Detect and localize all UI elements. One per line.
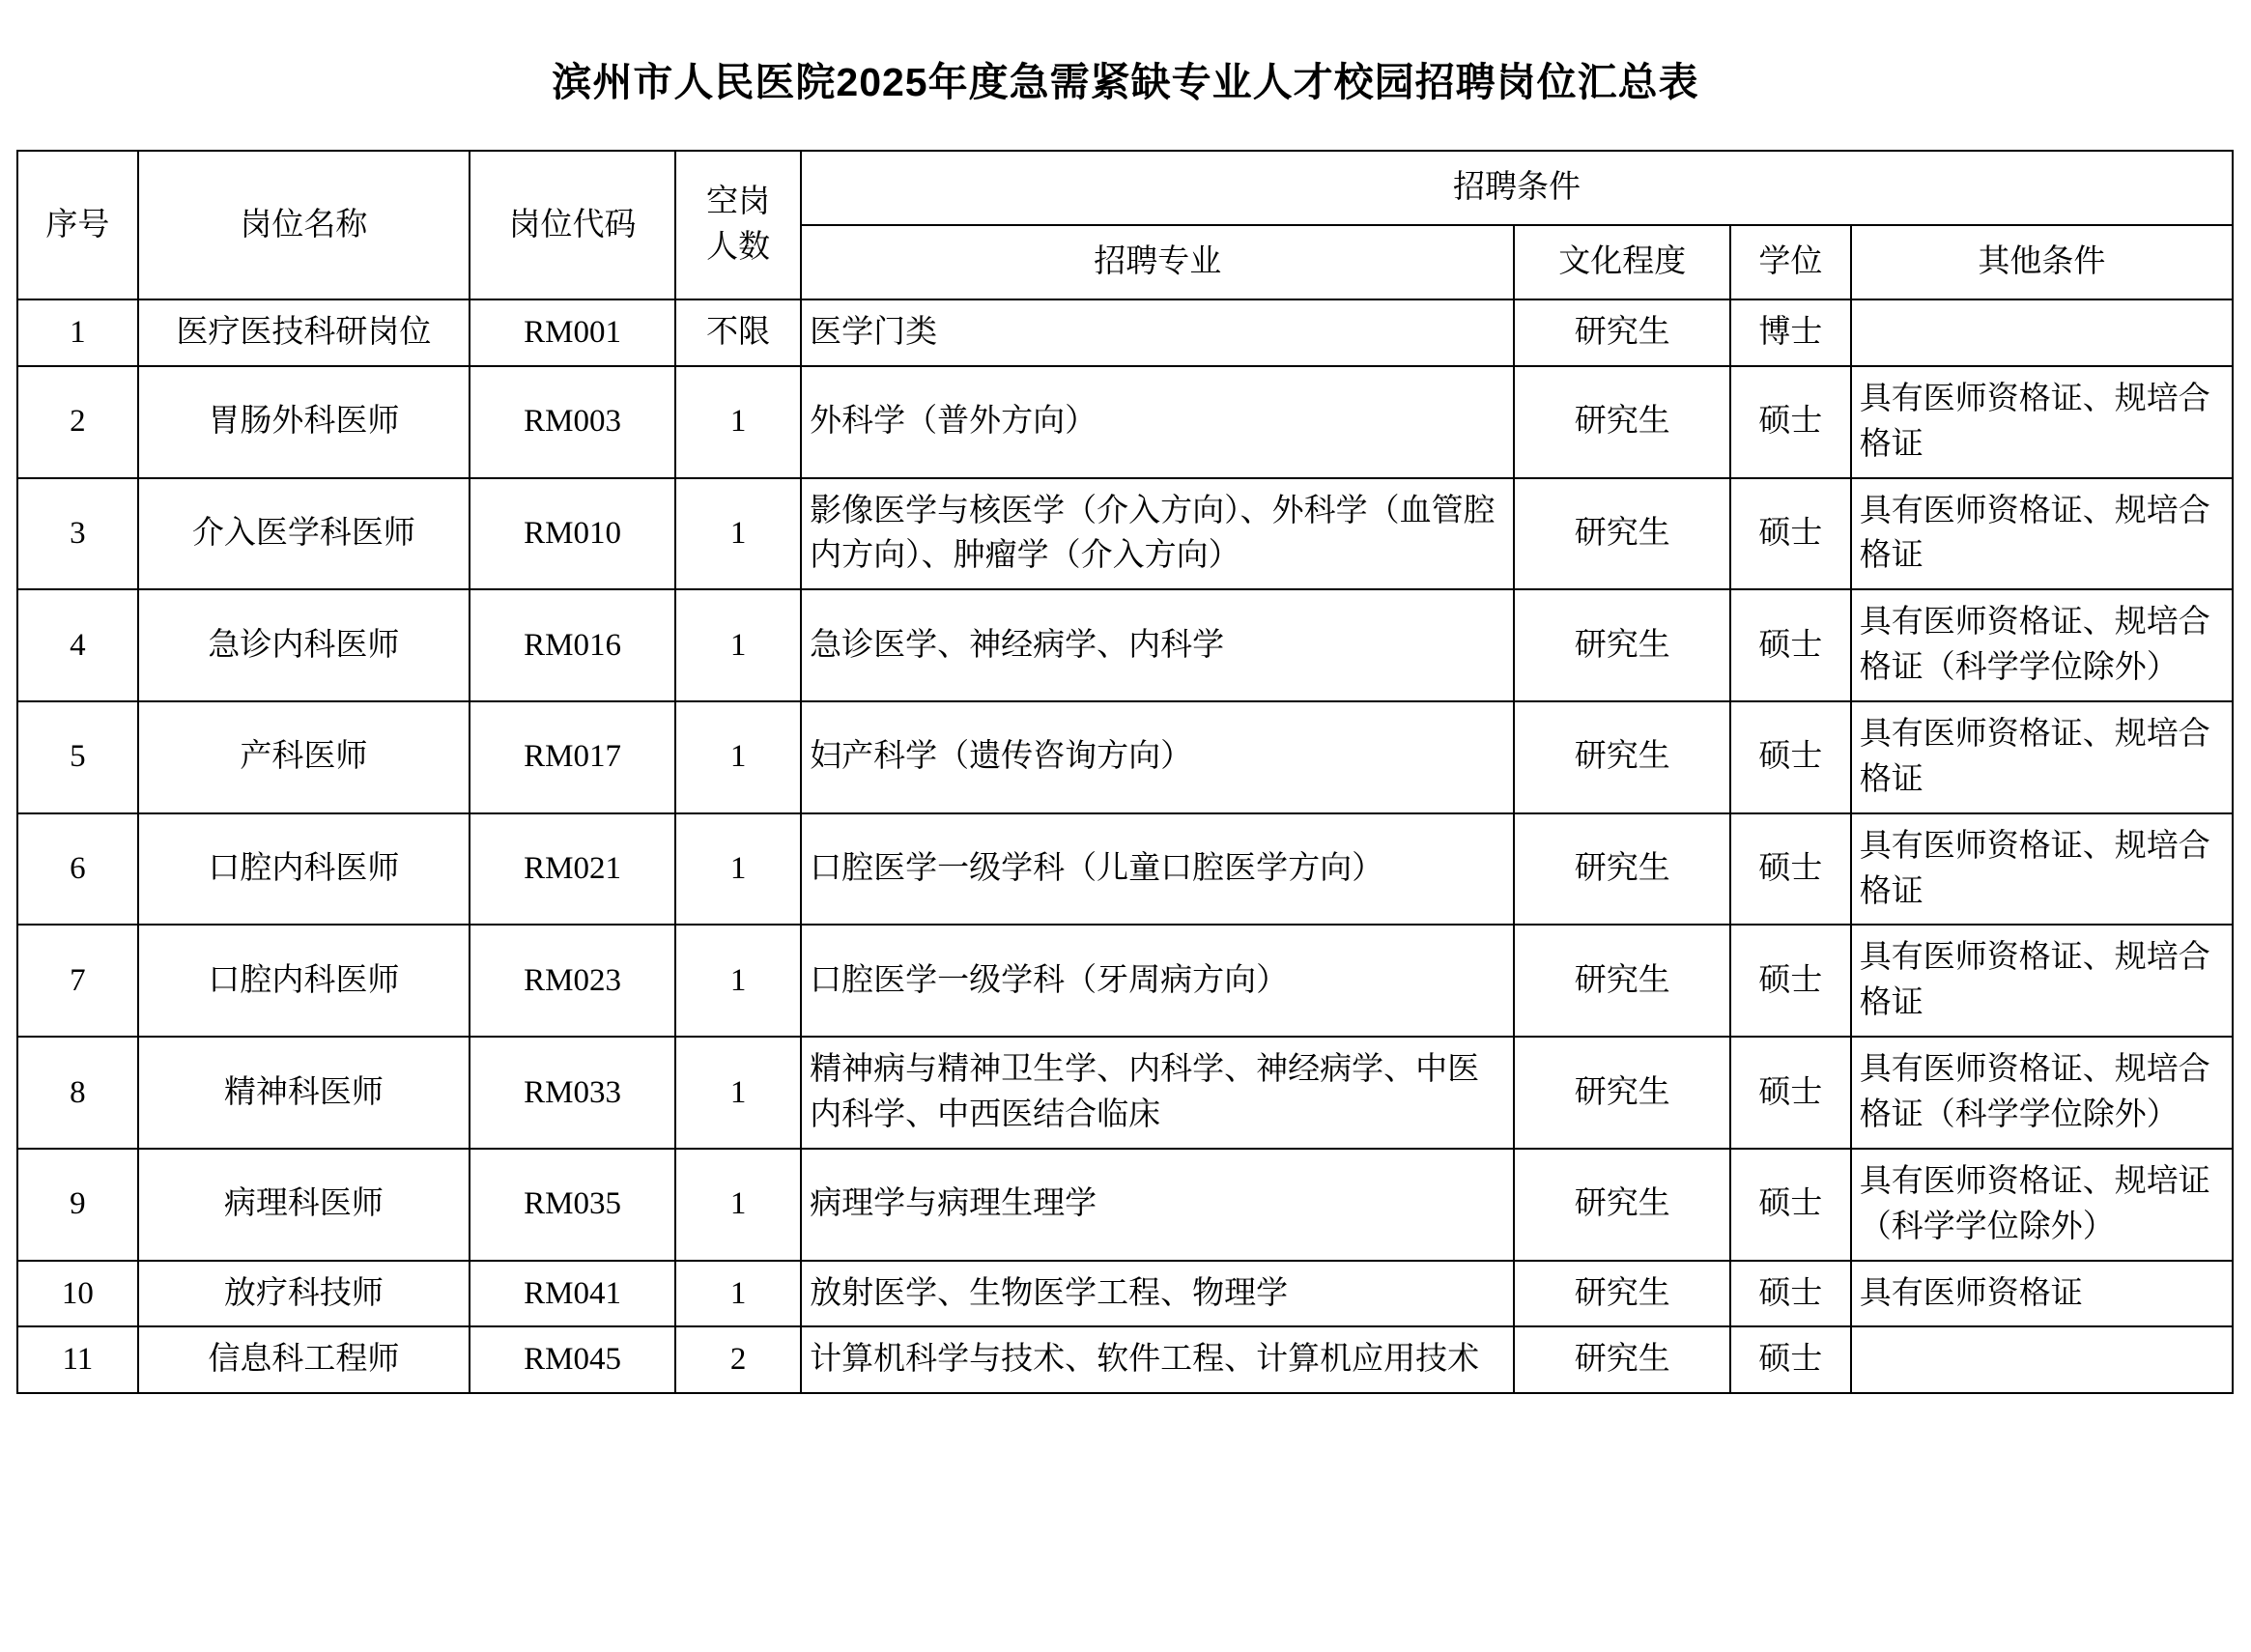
table-row (17, 366, 2233, 478)
table-header-row-1 (17, 151, 2233, 225)
table-body (17, 299, 2233, 1393)
cell-degree: 硕士 (1730, 701, 1851, 813)
cell-index: 7 (17, 925, 138, 1037)
cell-other: 具有医师资格证、规培合格证 (1851, 813, 2233, 926)
cell-vacancy: 1 (675, 589, 801, 701)
cell-degree: 硕士 (1730, 1261, 1851, 1327)
cell-index: 1 (17, 299, 138, 366)
cell-education: 研究生 (1514, 366, 1730, 478)
cell-other: 具有医师资格证、规培证（科学学位除外） (1851, 1149, 2233, 1261)
cell-post-name: 信息科工程师 (138, 1326, 470, 1393)
cell-degree: 博士 (1730, 299, 1851, 366)
cell-post-code: RM016 (470, 589, 675, 701)
cell-vacancy: 1 (675, 1037, 801, 1149)
cell-post-name: 口腔内科医师 (138, 925, 470, 1037)
cell-degree: 硕士 (1730, 1326, 1851, 1393)
cell-post-name: 急诊内科医师 (138, 589, 470, 701)
cell-post-code: RM021 (470, 813, 675, 926)
cell-other: 具有医师资格证、规培合格证（科学学位除外） (1851, 589, 2233, 701)
cell-post-name: 产科医师 (138, 701, 470, 813)
cell-education: 研究生 (1514, 925, 1730, 1037)
cell-index: 10 (17, 1261, 138, 1327)
cell-post-code: RM041 (470, 1261, 675, 1327)
cell-degree: 硕士 (1730, 1037, 1851, 1149)
table-header (17, 151, 2233, 299)
title-area (0, 0, 2251, 150)
cell-other: 具有医师资格证 (1851, 1261, 2233, 1327)
cell-education: 研究生 (1514, 299, 1730, 366)
cell-post-code: RM035 (470, 1149, 675, 1261)
table-row (17, 589, 2233, 701)
cell-degree: 硕士 (1730, 813, 1851, 926)
column-header-post-name: 岗位名称 (138, 151, 470, 299)
cell-other: 具有医师资格证、规培合格证 (1851, 366, 2233, 478)
table-row (17, 1037, 2233, 1149)
cell-education: 研究生 (1514, 813, 1730, 926)
table-row (17, 925, 2233, 1037)
cell-major: 外科学（普外方向） (801, 366, 1514, 478)
column-header-conditions: 招聘条件 (801, 151, 2233, 225)
cell-other: 具有医师资格证、规培合格证（科学学位除外） (1851, 1037, 2233, 1149)
cell-post-code: RM033 (470, 1037, 675, 1149)
cell-post-code: RM010 (470, 478, 675, 590)
cell-degree: 硕士 (1730, 589, 1851, 701)
cell-vacancy: 1 (675, 366, 801, 478)
column-header-vacancy (675, 151, 801, 299)
cell-post-code: RM023 (470, 925, 675, 1037)
cell-education: 研究生 (1514, 1149, 1730, 1261)
cell-major: 精神病与精神卫生学、内科学、神经病学、中医内科学、中西医结合临床 (801, 1037, 1514, 1149)
cell-index: 3 (17, 478, 138, 590)
cell-degree: 硕士 (1730, 1149, 1851, 1261)
cell-post-name: 放疗科技师 (138, 1261, 470, 1327)
cell-vacancy: 1 (675, 925, 801, 1037)
cell-post-code: RM017 (470, 701, 675, 813)
column-header-degree: 学位 (1730, 225, 1851, 299)
recruitment-table (16, 150, 2234, 1394)
cell-education: 研究生 (1514, 701, 1730, 813)
cell-index: 4 (17, 589, 138, 701)
cell-index: 6 (17, 813, 138, 926)
cell-other: 具有医师资格证、规培合格证 (1851, 701, 2233, 813)
cell-other: 具有医师资格证、规培合格证 (1851, 925, 2233, 1037)
cell-index: 8 (17, 1037, 138, 1149)
cell-education: 研究生 (1514, 1326, 1730, 1393)
cell-major: 病理学与病理生理学 (801, 1149, 1514, 1261)
table-row (17, 478, 2233, 590)
cell-degree: 硕士 (1730, 366, 1851, 478)
cell-index: 9 (17, 1149, 138, 1261)
cell-post-name: 病理科医师 (138, 1149, 470, 1261)
cell-major: 急诊医学、神经病学、内科学 (801, 589, 1514, 701)
cell-major: 口腔医学一级学科（牙周病方向） (801, 925, 1514, 1037)
cell-post-code: RM003 (470, 366, 675, 478)
cell-index: 11 (17, 1326, 138, 1393)
cell-major: 计算机科学与技术、软件工程、计算机应用技术 (801, 1326, 1514, 1393)
cell-major: 影像医学与核医学（介入方向）、外科学（血管腔内方向）、肿瘤学（介入方向） (801, 478, 1514, 590)
cell-vacancy: 1 (675, 478, 801, 590)
cell-education: 研究生 (1514, 1037, 1730, 1149)
cell-post-name: 胃肠外科医师 (138, 366, 470, 478)
table-row (17, 1149, 2233, 1261)
column-header-vacancy-line1: 空岗 (706, 185, 771, 220)
table-row (17, 813, 2233, 926)
table-row (17, 701, 2233, 813)
cell-other: 具有医师资格证、规培合格证 (1851, 478, 2233, 590)
cell-vacancy: 2 (675, 1326, 801, 1393)
column-header-education: 文化程度 (1514, 225, 1730, 299)
table-row (17, 299, 2233, 366)
cell-major: 口腔医学一级学科（儿童口腔医学方向） (801, 813, 1514, 926)
cell-education: 研究生 (1514, 589, 1730, 701)
cell-post-code: RM001 (470, 299, 675, 366)
cell-post-name: 精神科医师 (138, 1037, 470, 1149)
column-header-post-code: 岗位代码 (470, 151, 675, 299)
cell-vacancy: 1 (675, 1149, 801, 1261)
cell-major: 放射医学、生物医学工程、物理学 (801, 1261, 1514, 1327)
cell-other (1851, 1326, 2233, 1393)
cell-degree: 硕士 (1730, 478, 1851, 590)
cell-education: 研究生 (1514, 478, 1730, 590)
cell-post-name: 医疗医技科研岗位 (138, 299, 470, 366)
column-header-other: 其他条件 (1851, 225, 2233, 299)
cell-major: 妇产科学（遗传咨询方向） (801, 701, 1514, 813)
column-header-vacancy-line2: 人数 (706, 230, 771, 265)
cell-vacancy: 1 (675, 1261, 801, 1327)
table-row (17, 1261, 2233, 1327)
page-title: 滨州市人民医院2025年度急需紧缺专业人才校园招聘岗位汇总表 (552, 60, 1699, 104)
cell-education: 研究生 (1514, 1261, 1730, 1327)
cell-major: 医学门类 (801, 299, 1514, 366)
cell-other (1851, 299, 2233, 366)
cell-vacancy: 1 (675, 813, 801, 926)
cell-vacancy: 1 (675, 701, 801, 813)
cell-index: 5 (17, 701, 138, 813)
cell-post-code: RM045 (470, 1326, 675, 1393)
cell-degree: 硕士 (1730, 925, 1851, 1037)
cell-post-name: 介入医学科医师 (138, 478, 470, 590)
cell-post-name: 口腔内科医师 (138, 813, 470, 926)
cell-index: 2 (17, 366, 138, 478)
column-header-major: 招聘专业 (801, 225, 1514, 299)
table-row (17, 1326, 2233, 1393)
column-header-index: 序号 (17, 151, 138, 299)
cell-vacancy: 不限 (675, 299, 801, 366)
